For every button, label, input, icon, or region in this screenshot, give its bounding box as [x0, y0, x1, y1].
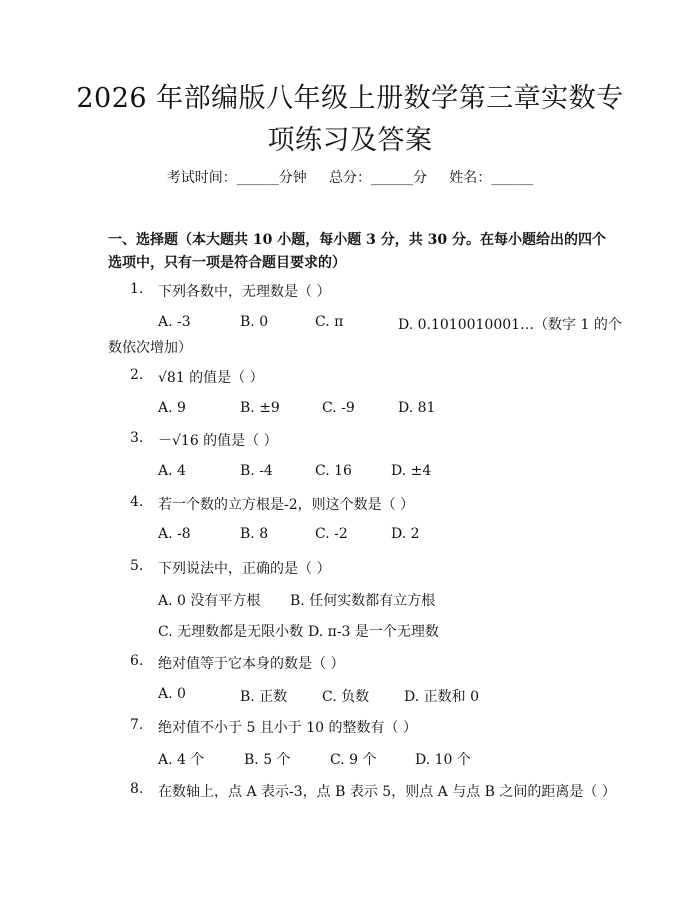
- option-b: B. -4: [240, 463, 273, 479]
- option-a: A. -3: [158, 314, 191, 330]
- option-d: D. π-3 是一个无理数: [308, 624, 439, 640]
- document-title: [0, 78, 700, 162]
- question-text: 绝对值等于它本身的数是（ ）: [158, 656, 345, 672]
- question-text: 若一个数的立方根是-2，则这个数是（ ）: [158, 497, 415, 513]
- option-d-continued: 数依次增加）: [108, 340, 192, 356]
- option-c: C. π: [315, 314, 344, 330]
- option-b: B. 任何实数都有立方根: [290, 593, 436, 609]
- option-a: A. 4 个: [158, 752, 205, 768]
- question-text: －√16 的值是（ ）: [158, 433, 278, 449]
- question-number: 8.: [130, 781, 144, 797]
- option-a: A. 0 没有平方根: [158, 593, 261, 609]
- option-a: A. -8: [158, 526, 191, 542]
- exam-info: 考试时间：______分钟 总分：______分 姓名：______: [166, 170, 534, 186]
- question-text: 下列各数中，无理数是（ ）: [158, 284, 331, 300]
- option-b: B. 0: [240, 314, 269, 330]
- option-c: C. -9: [322, 400, 355, 416]
- option-a: A. 0: [158, 686, 186, 702]
- question-number: 6.: [130, 653, 144, 669]
- title-line-2: 项练习及答案: [267, 125, 433, 156]
- option-d: D. 81: [398, 400, 436, 416]
- option-c: C. 16: [315, 463, 352, 479]
- question-text: 在数轴上，点 A 表示-3，点 B 表示 5，则点 A 与点 B 之间的距离是（ ）: [158, 784, 616, 800]
- option-c: C. 无理数都是无限小数: [158, 624, 304, 640]
- question-number: 3.: [130, 430, 144, 446]
- option-d: D. 0.1010010001…（数字 1 的个: [398, 317, 622, 333]
- question-text: 下列说法中，正确的是（ ）: [158, 561, 331, 577]
- question-number: 7.: [130, 717, 144, 733]
- option-d: D. 正数和 0: [404, 689, 479, 705]
- option-d: D. 2: [391, 526, 420, 542]
- section-heading: 一、选择题（本大题共 10 小题，每小题 3 分，共 30 分。在每小题给出的四个选项中，只有一项是符合题目要求的）: [108, 232, 606, 271]
- question-number: 4.: [130, 494, 144, 510]
- option-c: C. 负数: [322, 689, 370, 705]
- option-c: C. -2: [315, 526, 348, 542]
- question-text: 绝对值不小于 5 且小于 10 的整数有（ ）: [158, 720, 417, 736]
- question-number: 2.: [130, 367, 144, 383]
- option-d: D. ±4: [391, 463, 432, 479]
- option-b: B. 正数: [240, 689, 288, 705]
- option-a: A. 4: [158, 463, 186, 479]
- option-d: D. 10 个: [415, 752, 471, 768]
- option-b: B. 8: [240, 526, 269, 542]
- question-text: √81 的值是（ ）: [158, 370, 264, 386]
- option-a: A. 9: [158, 400, 186, 416]
- option-b: B. ±9: [240, 400, 280, 416]
- title-line-1: 2026 年部编版八年级上册数学第三章实数专: [76, 83, 624, 114]
- question-number: 1.: [130, 281, 144, 297]
- option-b: B. 5 个: [244, 752, 291, 768]
- question-number: 5.: [130, 558, 144, 574]
- option-c: C. 9 个: [330, 752, 377, 768]
